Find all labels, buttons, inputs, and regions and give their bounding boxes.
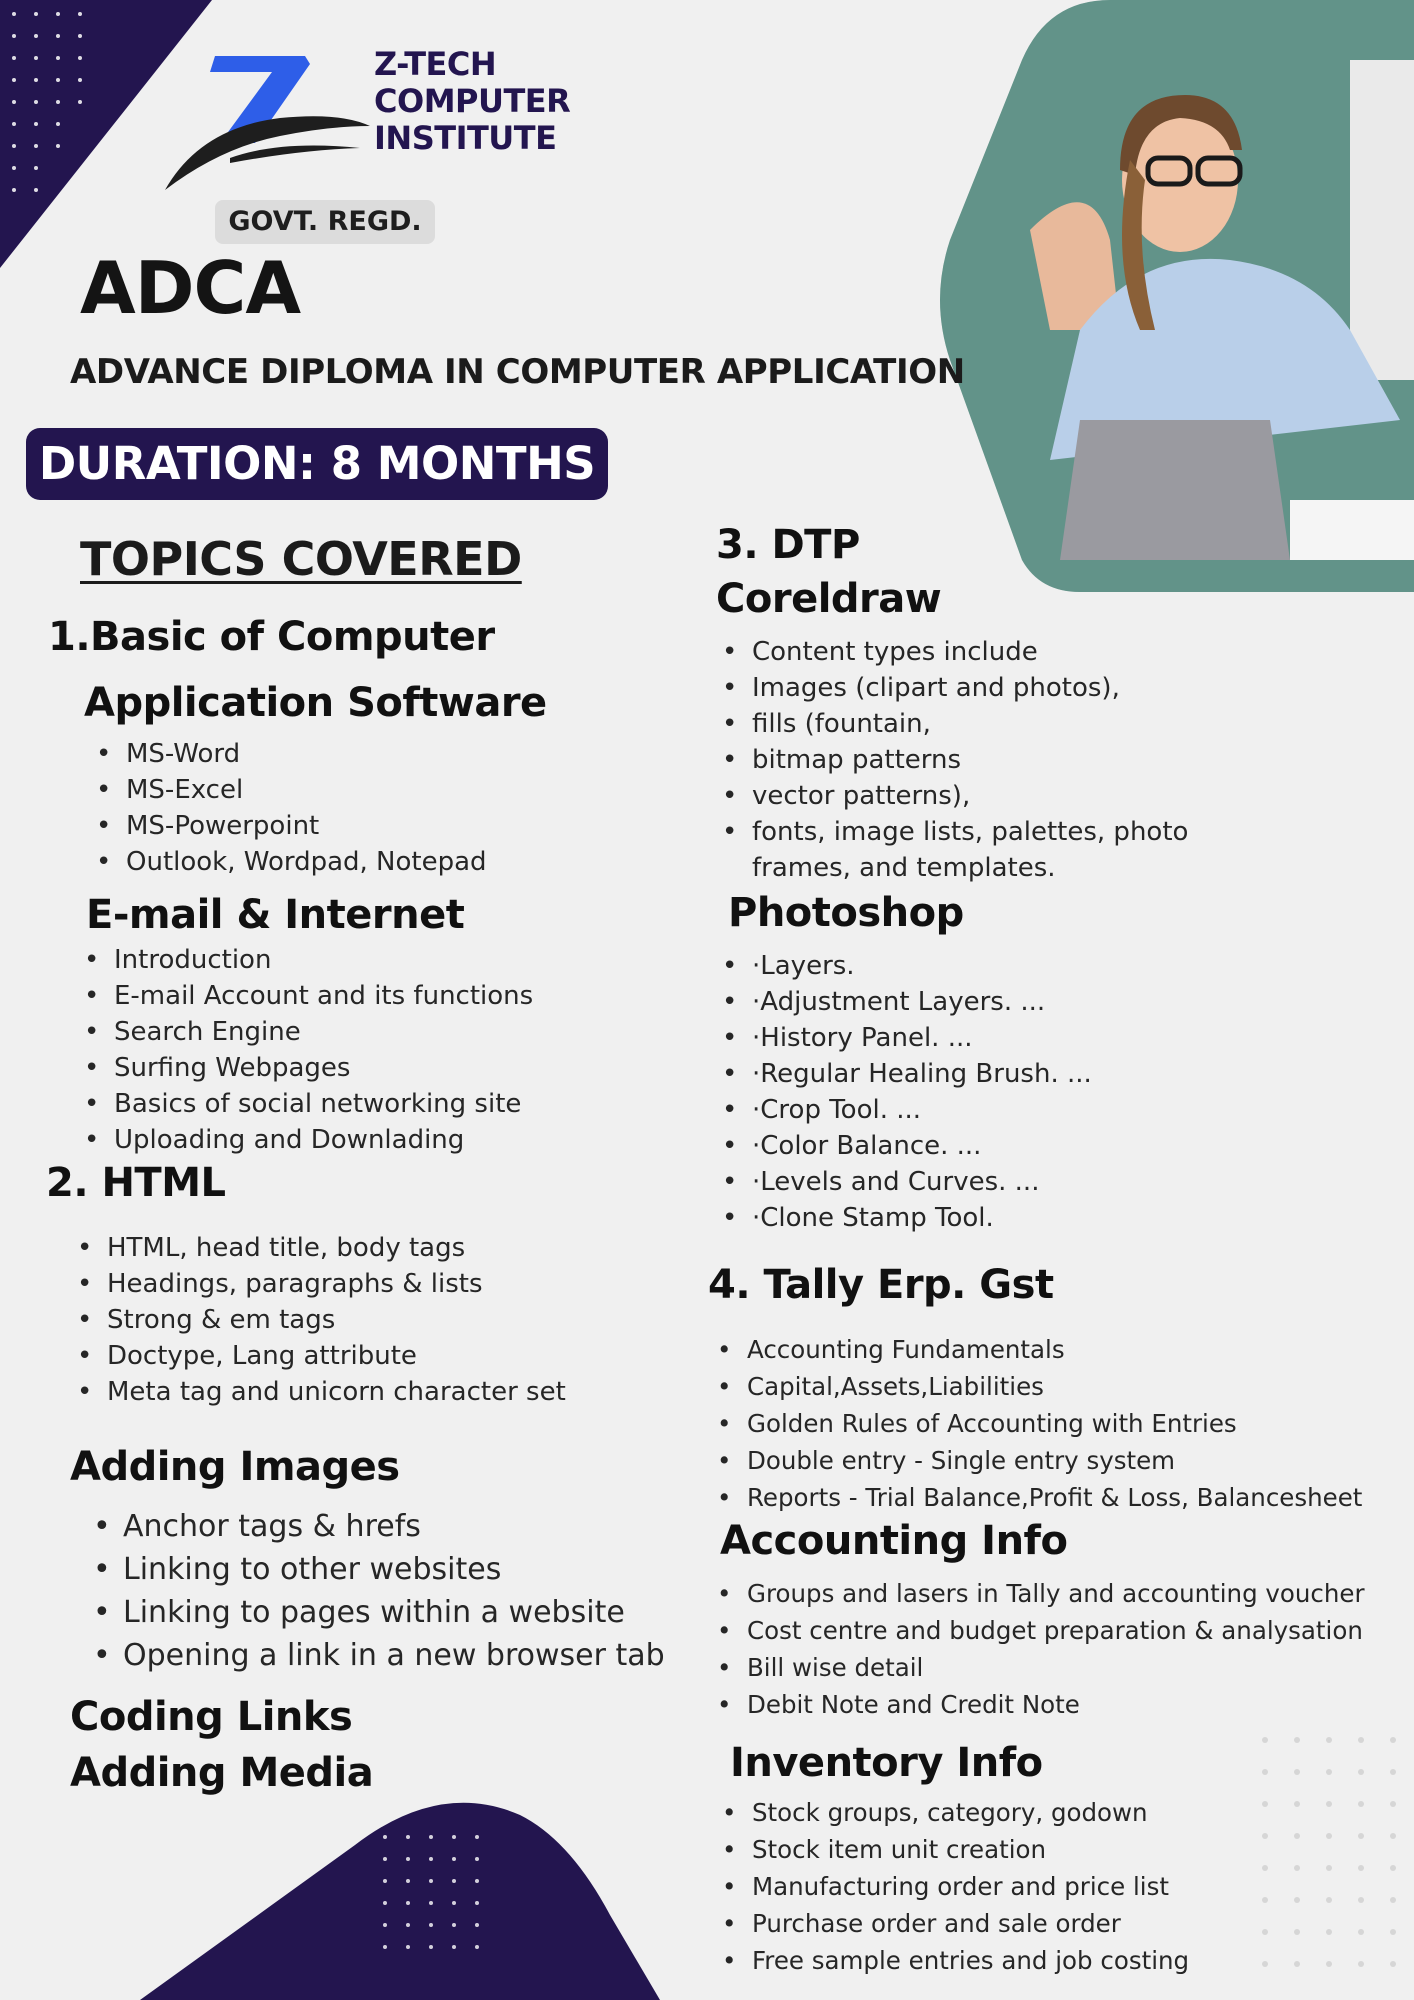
bottom-center-shape — [140, 1795, 660, 2000]
adding-images-title: Adding Images — [70, 1444, 400, 1490]
list-item: • Reports - Trial Balance,Profit & Loss, Balancesheet — [747, 1479, 1362, 1516]
govt-regd-badge: GOVT. REGD. — [215, 200, 435, 244]
coreldraw-title: Coreldraw — [716, 576, 942, 622]
list-item: • Stock groups, category, godown — [752, 1794, 1189, 1831]
z-swoosh-logo — [160, 48, 375, 198]
list-item: • Surfing Webpages — [114, 1050, 533, 1086]
list-item: • Anchor tags & hrefs — [123, 1505, 665, 1548]
topics-heading: TOPICS COVERED — [80, 532, 522, 586]
section-html-title: 2. HTML — [46, 1160, 226, 1206]
photoshop-list — [752, 948, 1092, 1236]
email-internet-list — [114, 942, 533, 1158]
list-item: • vector patterns), — [752, 778, 1188, 814]
adding-media-title: Adding Media — [70, 1750, 374, 1796]
section-tally-title: 4. Tally Erp. Gst — [708, 1262, 1054, 1308]
list-item: • Groups and lasers in Tally and accounting voucher — [747, 1575, 1365, 1612]
list-item: • Basics of social networking site — [114, 1086, 533, 1122]
institute-name-line: INSTITUTE — [374, 119, 557, 157]
app-software-list — [126, 736, 487, 880]
list-item: • Linking to other websites — [123, 1548, 665, 1591]
coding-links-title: Coding Links — [70, 1694, 353, 1740]
list-item: • Introduction — [114, 942, 533, 978]
list-item: • Uploading and Downlading — [114, 1122, 533, 1158]
list-item: • Accounting Fundamentals — [747, 1331, 1362, 1368]
list-item: • fills (fountain, — [752, 706, 1188, 742]
accounting-info-list — [747, 1575, 1365, 1723]
list-item: • HTML, head title, body tags — [107, 1230, 566, 1266]
list-item: • Capital,Assets,Liabilities — [747, 1368, 1362, 1405]
bottom-right-dots — [1255, 1730, 1405, 1990]
list-item: • ·Levels and Curves. ... — [752, 1164, 1092, 1200]
list-item: • Linking to pages within a website — [123, 1591, 665, 1634]
list-item: • Headings, paragraphs & lists — [107, 1266, 566, 1302]
list-item: • Meta tag and unicorn character set — [107, 1374, 566, 1410]
list-item: • MS-Excel — [126, 772, 487, 808]
email-internet-title: E-mail & Internet — [86, 892, 465, 938]
list-item: • ·Adjustment Layers. ... — [752, 984, 1092, 1020]
woman-with-laptop-photo — [930, 0, 1414, 596]
list-item: • Cost centre and budget preparation & analysation — [747, 1612, 1365, 1649]
list-item: • Opening a link in a new browser tab — [123, 1634, 665, 1677]
list-item: • Purchase order and sale order — [752, 1905, 1189, 1942]
list-item: • ·Layers. — [752, 948, 1092, 984]
inventory-info-title: Inventory Info — [730, 1740, 1043, 1786]
coreldraw-list-continuation: frames, and templates. — [752, 853, 1056, 883]
list-item: • ·Crop Tool. ... — [752, 1092, 1092, 1128]
section-number: 1. — [48, 614, 91, 660]
inventory-info-list — [752, 1794, 1189, 1979]
section-dtp-title: 3. DTP — [716, 522, 860, 568]
institute-name-line: COMPUTER — [374, 82, 571, 120]
html-list — [107, 1230, 566, 1410]
list-item: • ·History Panel. ... — [752, 1020, 1092, 1056]
list-item: • ·Color Balance. ... — [752, 1128, 1092, 1164]
list-item: • MS-Word — [126, 736, 487, 772]
course-full-name: ADVANCE DIPLOMA IN COMPUTER APPLICATION — [70, 352, 965, 392]
list-item: • Outlook, Wordpad, Notepad — [126, 844, 487, 880]
list-item: • E-mail Account and its functions — [114, 978, 533, 1014]
list-item: • Manufacturing order and price list — [752, 1868, 1189, 1905]
list-item: • Free sample entries and job costing — [752, 1942, 1189, 1979]
tally-list — [747, 1331, 1362, 1516]
duration-badge: DURATION: 8 MONTHS — [26, 428, 608, 500]
course-code: ADCA — [80, 246, 301, 330]
section-title: Basic of Computer — [90, 614, 495, 660]
section-basic-computer-title — [48, 614, 495, 660]
list-item: • Strong & em tags — [107, 1302, 566, 1338]
list-item: • ·Regular Healing Brush. ... — [752, 1056, 1092, 1092]
list-item: • Stock item unit creation — [752, 1831, 1189, 1868]
list-item: • Doctype, Lang attribute — [107, 1338, 566, 1374]
institute-name-line: Z-TECH — [374, 45, 497, 83]
app-software-title: Application Software — [84, 680, 547, 726]
list-item: • Images (clipart and photos), — [752, 670, 1188, 706]
list-item: • Golden Rules of Accounting with Entries — [747, 1405, 1362, 1442]
list-item: • Search Engine — [114, 1014, 533, 1050]
list-item: • MS-Powerpoint — [126, 808, 487, 844]
coreldraw-list — [752, 634, 1188, 850]
adding-images-list — [123, 1505, 665, 1677]
list-item: • bitmap patterns — [752, 742, 1188, 778]
institute-name — [374, 46, 570, 157]
accounting-info-title: Accounting Info — [720, 1518, 1068, 1564]
list-item: • Bill wise detail — [747, 1649, 1365, 1686]
list-item: • Content types include — [752, 634, 1188, 670]
list-item: • Double entry - Single entry system — [747, 1442, 1362, 1479]
list-item: • fonts, image lists, palettes, photo — [752, 814, 1188, 850]
list-item: • Debit Note and Credit Note — [747, 1686, 1365, 1723]
photoshop-title: Photoshop — [728, 890, 964, 936]
list-item: • ·Clone Stamp Tool. — [752, 1200, 1092, 1236]
